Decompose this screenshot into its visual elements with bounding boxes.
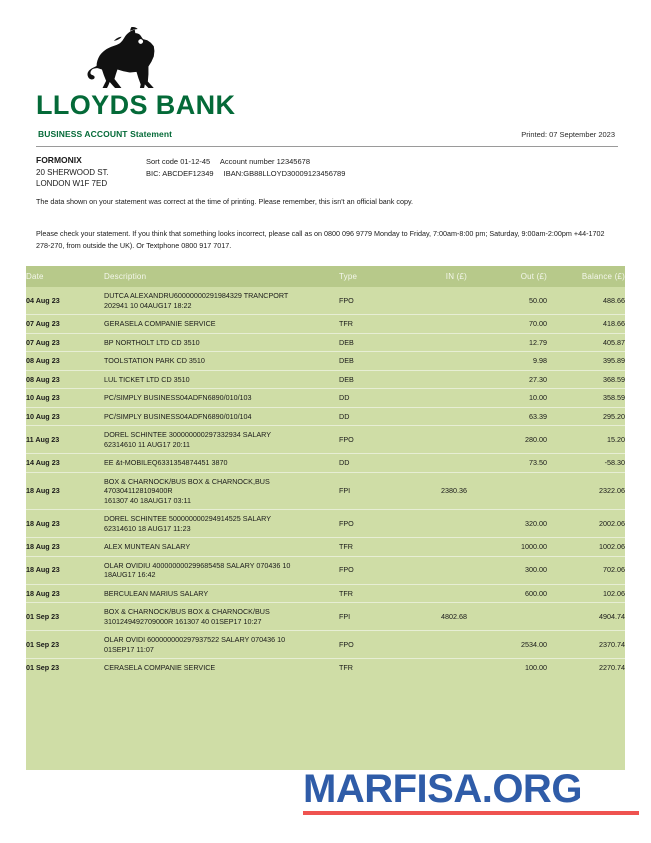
cell-type: DD: [339, 389, 395, 408]
cell-description: [104, 426, 339, 454]
cell-out: 300.00: [467, 556, 547, 584]
cell-balance: 102.06: [547, 584, 625, 603]
cell-type: TFR: [339, 315, 395, 334]
cell-type: FPO: [339, 556, 395, 584]
cell-type: FPO: [339, 510, 395, 538]
cell-date: 04 Aug 23: [26, 287, 104, 315]
cell-type: FPO: [339, 426, 395, 454]
cell-date: 01 Sep 23: [26, 603, 104, 631]
cell-date: 18 Aug 23: [26, 472, 104, 510]
cell-description: [104, 538, 339, 557]
cell-description: [104, 631, 339, 659]
cell-description: [104, 287, 339, 315]
table-row: [26, 287, 625, 315]
cell-description: [104, 370, 339, 389]
cell-out: [467, 472, 547, 510]
table-row: [26, 631, 625, 659]
cell-in: [395, 426, 467, 454]
table-row: [26, 556, 625, 584]
cell-type: FPI: [339, 603, 395, 631]
table-row: [26, 659, 625, 677]
cell-balance: 295.20: [547, 407, 625, 426]
cell-out: 9.98: [467, 352, 547, 371]
transactions-table-body: [26, 287, 625, 677]
column-header-out: Out (£): [467, 266, 547, 287]
notice-contact-info: Please check your statement. If you think that something looks incorrect, please call as on 0800 096 9779 Monday to Friday, 7:00am-8:00 pm; Saturday, 9:00am-2:00pm +44-1702 278-270, from outside the UK). Or Textphone 0800 917 7017.: [36, 229, 605, 250]
cell-in: [395, 287, 467, 315]
brand-block: [36, 26, 336, 121]
cell-date: 08 Aug 23: [26, 352, 104, 371]
description-line-1: DOREL SCHINTEE 300000000297332934 SALARY: [104, 430, 272, 439]
cell-type: DEB: [339, 352, 395, 371]
bic-label: BIC:: [146, 168, 161, 178]
cell-description: [104, 584, 339, 603]
cell-date: 08 Aug 23: [26, 370, 104, 389]
description-line-1: OLAR OVIDIU 400000000299685458 SALARY 070436 10: [104, 560, 291, 570]
cell-balance: 405.87: [547, 333, 625, 352]
cell-in: [395, 454, 467, 473]
cell-date: 07 Aug 23: [26, 333, 104, 352]
table-row: [26, 472, 625, 510]
cell-balance: 2002.06: [547, 510, 625, 538]
cell-date: 14 Aug 23: [26, 454, 104, 473]
transactions-table-header: [26, 266, 625, 287]
cell-description: [104, 659, 339, 677]
description-line-1: OLAR OVIDI 600000000297937522 SALARY 070436 10: [104, 635, 286, 644]
watermark-text: MARFISA.ORG: [303, 767, 582, 811]
description-line-1: BERCULEAN MARIUS SALARY: [104, 588, 209, 598]
description-line-1: TOOLSTATION PARK CD 3510: [104, 356, 205, 365]
cell-out: 100.00: [467, 659, 547, 677]
column-header-balance: Balance (£): [547, 266, 625, 287]
sort-code-label: Sort code: [146, 157, 179, 166]
cell-out: 10.00: [467, 389, 547, 408]
description-line-1: PC/SIMPLY BUSINESS04ADFN6890/010/103: [104, 393, 252, 402]
account-holder-address-line-2: LONDON W1F 7ED: [36, 179, 108, 188]
cell-in: [395, 659, 467, 677]
cell-out: 2534.00: [467, 631, 547, 659]
printed-date: Printed: 07 September 2023: [521, 130, 615, 139]
cell-date: 18 Aug 23: [26, 556, 104, 584]
cell-out: 63.39: [467, 407, 547, 426]
watermark-underline-bar: [303, 811, 639, 815]
cell-balance: 358.59: [547, 389, 625, 408]
account-number-label: Account number: [219, 157, 275, 166]
table-header-row: [26, 266, 625, 287]
cell-date: 01 Sep 23: [26, 631, 104, 659]
cell-date: 18 Aug 23: [26, 510, 104, 538]
description-line-2: 62314610 18 AUG17 11:23: [104, 523, 191, 533]
cell-out: 50.00: [467, 287, 547, 315]
cell-description: [104, 454, 339, 473]
cell-date: 01 Sep 23: [26, 659, 104, 677]
cell-balance: 1002.06: [547, 538, 625, 557]
cell-in: [395, 538, 467, 557]
description-line-2: 202941 10 04AUG17 18:22: [104, 300, 192, 310]
column-header-in: IN (£): [395, 266, 467, 287]
description-line-1: CERASELA COMPANIE SERVICE: [104, 663, 216, 672]
description-line-1: DOREL SCHINTEE 500000000294914525 SALARY: [104, 514, 272, 523]
description-line-1: EE &t-MOBILEQ6331354874451 3870: [104, 458, 228, 467]
cell-balance: 15.20: [547, 426, 625, 454]
table-row: [26, 370, 625, 389]
cell-in: [395, 631, 467, 659]
iban-value: GB88LLOYD30009123456789: [243, 168, 346, 178]
table-row: [26, 352, 625, 371]
statement-type-label: [38, 129, 172, 139]
cell-out: 600.00: [467, 584, 547, 603]
cell-description: [104, 407, 339, 426]
cell-type: DD: [339, 407, 395, 426]
table-row: [26, 333, 625, 352]
table-row: [26, 454, 625, 473]
column-header-type: Type: [339, 266, 395, 287]
table-bottom-filler: [26, 677, 625, 770]
description-line-2: 18AUG17 16:42: [104, 570, 156, 579]
cell-out: [467, 603, 547, 631]
cell-type: FPI: [339, 472, 395, 510]
cell-in: [395, 333, 467, 352]
cell-type: TFR: [339, 659, 395, 677]
account-meta-line-2: [146, 168, 345, 180]
description-line-1: ALEX MUNTEAN SALARY: [104, 542, 191, 551]
rearing-black-horse-icon: [64, 26, 184, 88]
cell-date: 18 Aug 23: [26, 584, 104, 603]
cell-out: 320.00: [467, 510, 547, 538]
cell-balance: 418.66: [547, 315, 625, 334]
table-row: [26, 510, 625, 538]
description-line-1: PC/SIMPLY BUSINESS04ADFN6890/010/104: [104, 411, 252, 421]
cell-date: 07 Aug 23: [26, 315, 104, 334]
cell-in: [395, 584, 467, 603]
table-row: [26, 315, 625, 334]
table-row: [26, 389, 625, 408]
cell-description: [104, 603, 339, 631]
cell-out: 73.50: [467, 454, 547, 473]
transactions-table: [26, 266, 625, 677]
cell-in: [395, 556, 467, 584]
table-row: [26, 538, 625, 557]
cell-type: DEB: [339, 370, 395, 389]
cell-description: [104, 389, 339, 408]
cell-type: DEB: [339, 333, 395, 352]
cell-date: 11 Aug 23: [26, 426, 104, 454]
description-line-1: DUTCA ALEXANDRU60000000291984329 TRANCPORT: [104, 291, 289, 300]
cell-date: 10 Aug 23: [26, 389, 104, 408]
bic-value: ABCDEF12349: [162, 168, 214, 178]
cell-balance: 488.66: [547, 287, 625, 315]
cell-in: 4802.68: [395, 603, 467, 631]
cell-in: 2380.36: [395, 472, 467, 510]
cell-type: TFR: [339, 538, 395, 557]
cell-balance: 4904.74: [547, 603, 625, 631]
cell-out: 12.79: [467, 333, 547, 352]
cell-in: [395, 389, 467, 408]
cell-balance: 2270.74: [547, 659, 625, 677]
cell-in: [395, 315, 467, 334]
cell-description: [104, 315, 339, 334]
description-line-2: 01SEP17 11:07: [104, 644, 154, 654]
description-line-1: BOX & CHARNOCK/BUS BOX & CHARNOCK/BUS: [104, 607, 270, 616]
account-holder-address-line-1: 20 SHERWOOD ST.: [36, 167, 109, 177]
cell-description: [104, 352, 339, 371]
cell-date: 18 Aug 23: [26, 538, 104, 557]
cell-description: [104, 556, 339, 584]
cell-description: [104, 472, 339, 510]
sort-code-value: 01-12-45: [180, 157, 211, 166]
header-divider: [36, 146, 618, 147]
column-header-description: Description: [104, 266, 339, 287]
account-meta-block: [146, 156, 345, 179]
statement-word: Statement: [127, 129, 173, 139]
cell-out: 280.00: [467, 426, 547, 454]
account-meta-line-1: [146, 156, 345, 168]
brand-name: LLOYDS BANK: [36, 90, 236, 120]
cell-type: FPO: [339, 631, 395, 659]
cell-type: FPO: [339, 287, 395, 315]
cell-in: [395, 510, 467, 538]
description-line-1: BP NORTHOLT LTD CD 3510: [104, 337, 200, 347]
cell-description: [104, 510, 339, 538]
cell-out: 1000.00: [467, 538, 547, 557]
statement-account-type: BUSINESS ACCOUNT: [38, 129, 128, 139]
cell-balance: 395.89: [547, 352, 625, 371]
iban-label: IBAN:: [223, 168, 244, 178]
cell-balance: 368.59: [547, 370, 625, 389]
cell-in: [395, 352, 467, 371]
notice-print-copy: The data shown on your statement was correct at the time of printing. Please remember, this isn't an official bank copy.: [36, 197, 414, 206]
description-line-1: BOX & CHARNOCK/BUS BOX & CHARNOCK,BUS 4703041128109400R: [104, 476, 270, 495]
description-line-2: 3101249492709000R 161307 40 01SEP17 10:27: [104, 616, 262, 626]
description-line-2: 62314610 11 AUG17 20:11: [104, 439, 191, 449]
cell-type: DD: [339, 454, 395, 473]
table-row: [26, 603, 625, 631]
cell-out: 70.00: [467, 315, 547, 334]
table-row: [26, 426, 625, 454]
cell-type: TFR: [339, 584, 395, 603]
watermark: [303, 768, 643, 815]
table-row: [26, 407, 625, 426]
cell-description: [104, 333, 339, 352]
account-holder-block: [36, 155, 109, 190]
account-holder-name: FORMONIX: [36, 155, 82, 165]
cell-out: 27.30: [467, 370, 547, 389]
cell-date: 10 Aug 23: [26, 407, 104, 426]
cell-balance: 702.06: [547, 556, 625, 584]
description-line-1: GERASELA COMPANIE SERVICE: [104, 319, 216, 328]
cell-in: [395, 407, 467, 426]
cell-balance: 2370.74: [547, 631, 625, 659]
column-header-date: Date: [26, 266, 104, 287]
cell-balance: -58.30: [547, 454, 625, 473]
description-line-2: 161307 40 18AUG17 03:11: [104, 495, 191, 505]
account-number-value: 12345678: [276, 157, 310, 166]
cell-balance: 2322.06: [547, 472, 625, 510]
table-row: [26, 584, 625, 603]
cell-in: [395, 370, 467, 389]
description-line-1: LUL TICKET LTD CD 3510: [104, 374, 190, 384]
